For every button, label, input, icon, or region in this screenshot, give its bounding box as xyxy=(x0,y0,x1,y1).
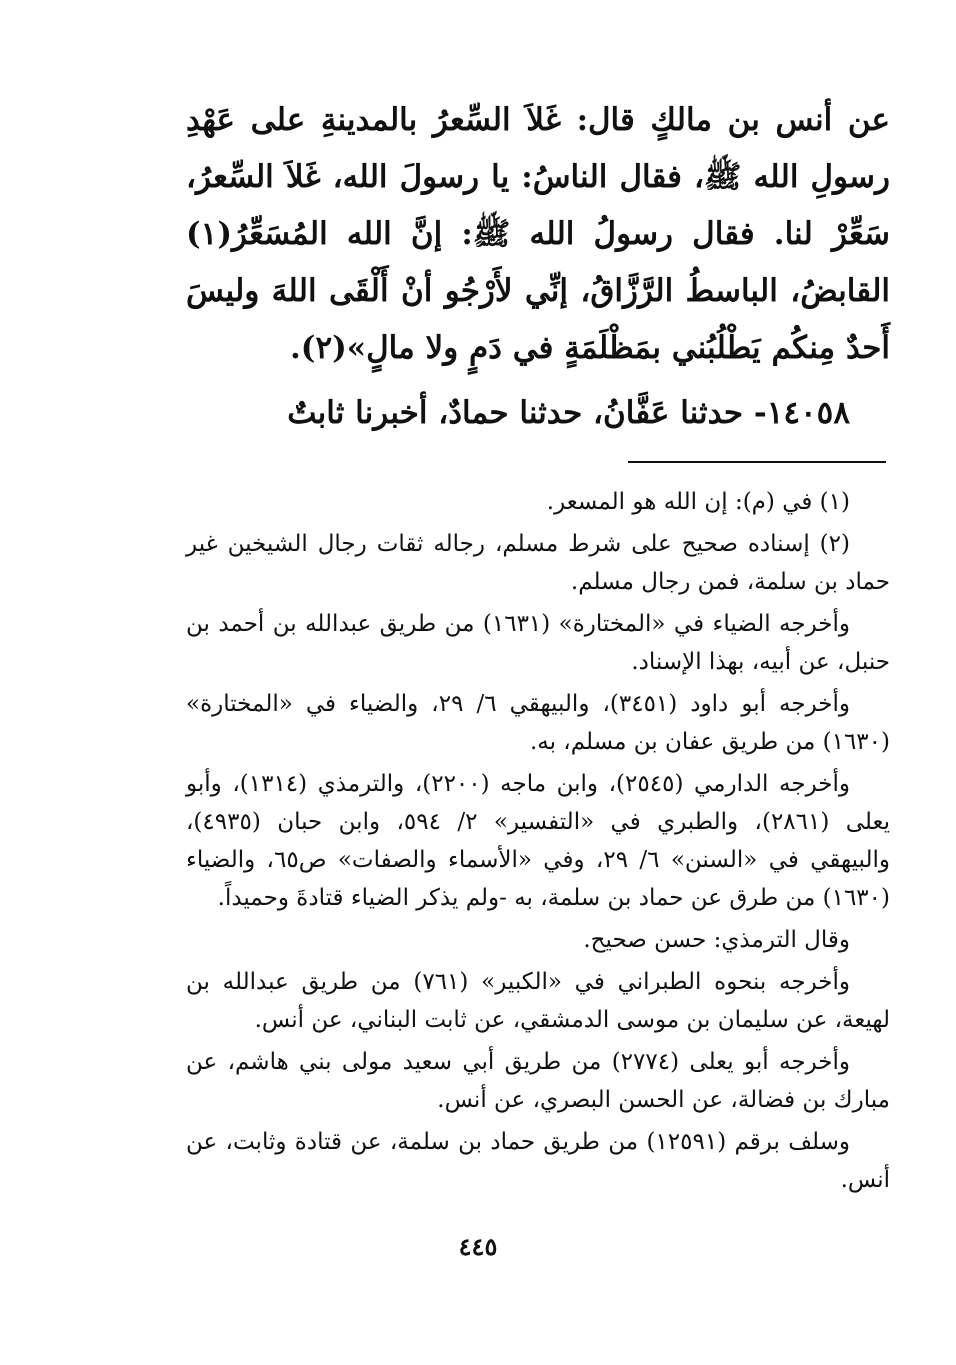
footnote-paragraph: وأخرجه الدارمي (٢٥٤٥)، وابن ماجه (٢٢٠٠)، والترمذي (١٣١٤)، وأبو يعلى (٢٨٦١)، والطبري في «التفسير» ٢/ ٥٩٤، وابن حبان (٤٩٣٥)، والبيهقي في «السنن» ٦/ ٢٩، وفي «الأسماء والصفات» ص٦٥، والضياء (١٦٣٠) من طرق عن حماد بن سلمة، به -ولم يذكر الضياء قتادةَ وحميداً. xyxy=(186,771,891,911)
footnote-paragraph: وسلف برقم (١٢٥٩١) من طريق حماد بن سلمة، عن قتادة وثابت، عن أنس. xyxy=(186,1129,890,1193)
footnote-paragraph: وأخرجه أبو يعلى (٢٧٧٤) من طريق أبي سعيد مولى بني هاشم، عن مبارك بن فضالة، عن الحسن البصري، عن أنس. xyxy=(186,1049,890,1113)
page-number: ٤٤٥ xyxy=(458,1232,498,1261)
footnote-2: (٢) إسناده صحيح على شرط مسلم، رجاله ثقات رجال الشيخين غير حماد بن سلمة، فمن رجال مسلم. xyxy=(186,531,890,595)
footnote-1: (١) في (م): إن الله هو المسعر. xyxy=(546,489,850,515)
footnote-paragraph: وأخرجه أبو داود (٣٤٥١)، والبيهقي ٦/ ٢٩، والضياء في «المختارة» (١٦٣٠) من طريق عفان بن مسلم، به. xyxy=(186,691,890,755)
footnote-paragraph: وأخرجه بنحوه الطبراني في «الكبير» (٧٦١) من طريق عبدالله بن لهيعة، عن سليمان بن موسى الدمشقي، عن ثابت البناني، عن أنس. xyxy=(186,969,890,1033)
hadith-paragraph: عن أنس بن مالكٍ قال: غَلاَ السِّعرُ بالمدينةِ على عَهْدِ رسولِ الله ﷺ، فقال الناسُ: يا رسولَ الله، غَلاَ السِّعرُ، سَعِّرْ لنا. فقال رسولُ الله ﷺ: إنَّ الله المُسَعِّرُ(١) القابضُ، الباسطُ الرَّزَّاقُ، إنِّي لأَرْجُو أنْ أَلْقَى اللهَ وليسَ أَحدٌ مِنكُم يَطْلُبُني بمَظْلَمَةٍ في دَمٍ ولا مالٍ»(٢). xyxy=(186,102,890,366)
next-hadith-heading: ١٤٠٥٨- حدثنا عَفَّانُ، حدثنا حمادٌ، أخبرنا ثابتٌ xyxy=(287,395,850,431)
footnote-separator xyxy=(628,461,886,463)
footnote-paragraph: وأخرجه الضياء في «المختارة» (١٦٣١) من طريق عبدالله بن أحمد بن حنبل، عن أبيه، بهذا الإسناد. xyxy=(186,611,890,675)
footnotes xyxy=(186,483,890,1203)
footnote-paragraph: وقال الترمذي: حسن صحيح. xyxy=(583,927,850,953)
hadith-text xyxy=(186,92,890,442)
